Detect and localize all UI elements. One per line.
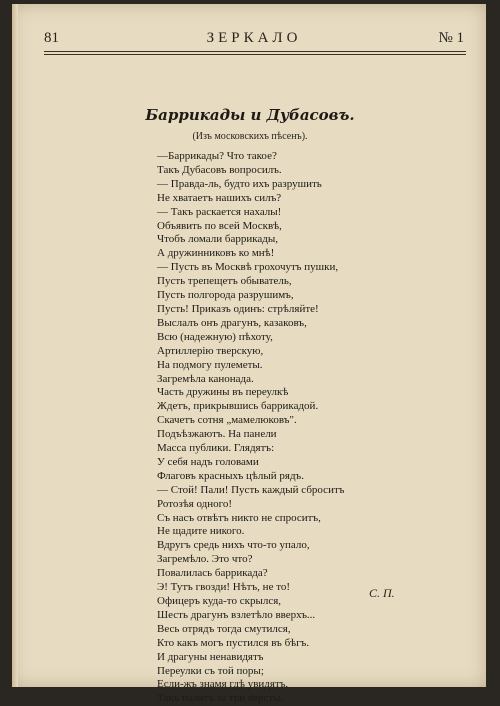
poem-body <box>157 150 457 706</box>
poem-line: Повалилась баррикада? <box>157 567 268 580</box>
poem-line: Вдругъ средь нихъ что-то упало, <box>157 539 310 552</box>
poem-line: Э! Тутъ гвозди! Нѣтъ, не то! <box>157 581 291 594</box>
poem-line: Такъ Дубасовъ вопросилъ. <box>157 163 282 176</box>
poem-line: Не хватаетъ нашихъ силъ? <box>157 191 282 204</box>
poem-line: — Правда-ль, будто ихъ разрушить <box>157 177 322 190</box>
poem-line: Флаговъ красныхъ цѣлый рядъ. <box>157 469 304 482</box>
poem-line: Артиллерію тверскую, <box>157 344 264 357</box>
header-rule-top <box>44 51 466 52</box>
page-number: 81 <box>44 30 59 46</box>
poem-line: —Баррикады? Что такое? <box>157 150 277 162</box>
poem-line: Ждетъ, прикрывшись баррикадой. <box>157 400 319 413</box>
poem-line: Всю (надежную) пѣхоту, <box>157 330 273 343</box>
poem-title: Баррикады и Дубасовъ. <box>145 106 355 124</box>
poem-line: И драгуны ненавидятъ <box>157 650 264 663</box>
poem-line: У себя надъ головами <box>157 455 259 468</box>
poem-line: Объявить по всей Москвѣ, <box>157 219 282 232</box>
poem-line: Чтобъ ломали баррикады, <box>157 233 279 246</box>
poem-line: А дружинниковъ ко мнѣ! <box>157 247 275 260</box>
poem-line: Шесть драгунъ взлетѣло вверхъ... <box>157 608 316 621</box>
poem-line: Переулки съ той поры; <box>157 664 264 677</box>
poem-line: Кто какъ могъ пустился въ бѣгъ. <box>157 636 310 649</box>
poem-line: На подмогу пулеметы. <box>157 358 263 371</box>
poem-line: Подъѣзжаютъ. На панели <box>157 428 277 441</box>
poem-line: — Стой! Пали! Пусть каждый сброситъ <box>157 483 345 496</box>
poem-line: Скачетъ сотня „мамелюковъ". <box>157 414 297 427</box>
poem-line: Не щадите никого. <box>157 525 245 538</box>
poem-line: Пусть! Приказъ одинъ: стрѣляйте! <box>157 302 319 315</box>
poem-line: Офицеръ куда-то скрылся, <box>157 595 282 607</box>
poem-line: Весь отрядъ тогда смутился, <box>157 622 291 635</box>
poem-line: Пусть полгорода разрушимъ, <box>157 289 294 302</box>
poem-line: Выслалъ онъ драгунъ, казаковъ, <box>157 316 307 329</box>
poem-line: Загремѣла канонада. <box>157 372 254 385</box>
poem-line: Ротозѣя одного! <box>157 497 233 510</box>
issue-number: № 1 <box>438 30 464 46</box>
poem-line: Часть дружины въ переулкѣ <box>157 386 289 399</box>
poem-line: Съ насъ отвѣтъ никто не спроситъ, <box>157 511 321 524</box>
poem-line: Если-жъ знамя гдѣ увидятъ, <box>157 678 289 691</box>
poem-line: Масса публики. Глядятъ: <box>157 442 275 455</box>
page-header <box>44 28 464 48</box>
header-rule-bottom <box>44 54 466 55</box>
poem-subtitle: (Изъ московскихъ пѣсенъ). <box>192 131 308 142</box>
author-signature: С. П. <box>369 586 395 600</box>
poem-line: Загремѣло. Это что? <box>157 553 253 566</box>
poem-line: Такъ палятъ за три версты. <box>157 692 284 705</box>
poem-line: — Пусть въ Москвѣ грохочутъ пушки, <box>157 261 339 274</box>
journal-title: ЗЕРКАЛО <box>206 30 302 46</box>
poem-line: — Такъ раскается нахалы! <box>157 205 282 218</box>
poem-line: Пусть трепещетъ обыватель, <box>157 275 292 288</box>
